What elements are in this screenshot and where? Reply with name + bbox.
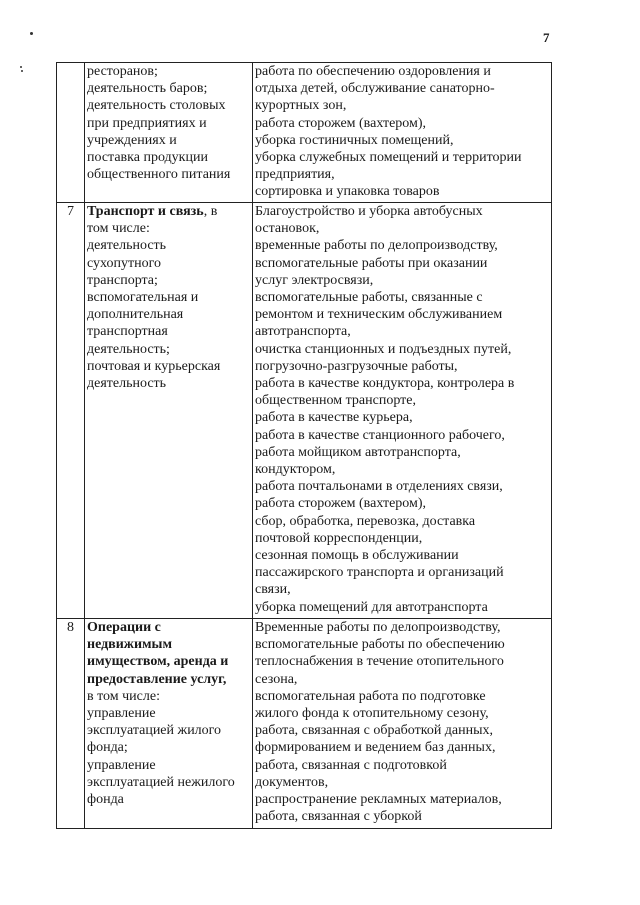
sector-line: общественного питания — [87, 167, 231, 183]
work-line: уборка помещений для автотранспорта — [255, 599, 488, 615]
work-line: работа, связанная с уборкой — [255, 809, 422, 825]
sector-line: фонда — [87, 792, 124, 808]
sector-heading-bold: Транспорт и связь — [87, 204, 204, 219]
sector-line: деятельность — [87, 238, 167, 254]
work-line: сезона, — [255, 671, 298, 687]
work-line: услуг электросвязи, — [255, 272, 374, 288]
work-line: теплоснабжения в течение отопительного — [255, 654, 504, 670]
row-number — [57, 63, 85, 203]
sector-heading — [87, 203, 250, 220]
scan-speck-3 — [21, 70, 23, 72]
work-line: работа сторожем (вахтером), — [255, 496, 427, 512]
work-line: предприятия, — [255, 167, 335, 183]
work-line: работа, связанная с обработкой данных, — [255, 723, 494, 739]
work-cell — [253, 203, 552, 619]
sector-cell — [85, 203, 253, 619]
work-line: погрузочно-разгрузочные работы, — [255, 358, 458, 374]
work-line: почтовой корреспонденции, — [255, 530, 423, 546]
scan-speck-2 — [20, 66, 22, 68]
work-line: Временные работы по делопроизводству, — [255, 620, 501, 635]
activities-table — [56, 62, 552, 829]
work-line: кондуктором, — [255, 462, 336, 478]
sector-line: дополнительная — [87, 307, 184, 323]
sector-line: деятельность столовых — [87, 98, 226, 114]
sector-line: Операции с — [87, 620, 161, 635]
work-line: работа по обеспечению оздоровления и — [255, 64, 491, 79]
work-line: работа сторожем (вахтером), — [255, 115, 427, 131]
work-line: очистка станционных и подъездных путей, — [255, 341, 512, 357]
sector-line: предоставление услуг, — [87, 671, 227, 687]
row-number: 7 — [57, 203, 85, 619]
work-line: уборка служебных помещений и территории — [255, 150, 522, 166]
sector-line: ресторанов; — [87, 64, 158, 79]
work-line: работа в качестве курьера, — [255, 410, 413, 426]
work-line: распространение рекламных материалов, — [255, 792, 502, 808]
work-line: отдыха детей, обслуживание санаторно- — [255, 81, 495, 97]
table-row — [57, 203, 552, 619]
work-line: ремонтом и техническим обслуживанием — [255, 307, 503, 323]
work-line: остановок, — [255, 221, 320, 237]
work-line: работа, связанная с подготовкой — [255, 757, 447, 773]
sector-line: поставка продукции — [87, 150, 208, 166]
sector-line: транспортная — [87, 324, 168, 340]
sector-line: недвижимым — [87, 637, 173, 653]
work-line: временные работы по делопроизводству, — [255, 238, 498, 254]
work-line: уборка гостиничных помещений, — [255, 132, 454, 148]
table-row — [57, 619, 552, 829]
sector-line: транспорта; — [87, 272, 158, 288]
sector-line: в том числе: — [87, 688, 160, 704]
sector-line: почтовая и курьерская — [87, 358, 221, 374]
sector-line: деятельность — [87, 376, 167, 392]
work-line: вспомогательные работы, связанные с — [255, 290, 483, 306]
sector-line: эксплуатацией нежилого — [87, 774, 235, 790]
work-line: работа мойщиком автотранспорта, — [255, 444, 461, 460]
sector-line: фонда; — [87, 740, 128, 756]
work-line: вспомогательные работы при оказании — [255, 255, 488, 271]
scan-speck-1 — [30, 32, 33, 35]
page-number: 7 — [543, 30, 550, 45]
sector-cell — [85, 63, 253, 203]
work-cell — [253, 619, 552, 829]
work-line: работа почтальонами в отделениях связи, — [255, 479, 503, 495]
work-line: связи, — [255, 582, 291, 598]
sector-line: имуществом, аренда и — [87, 654, 229, 670]
sector-line: вспомогательная и — [87, 290, 199, 306]
work-cell — [253, 63, 552, 203]
work-line: вспомогательная работа по подготовке — [255, 688, 486, 704]
work-line: работа в качестве станционного рабочего, — [255, 427, 505, 443]
sector-line: том числе: — [87, 221, 150, 237]
work-line: жилого фонда к отопительному сезону, — [255, 706, 489, 722]
work-line: Благоустройство и уборка автобусных — [255, 204, 483, 219]
work-line: работа в качестве кондуктора, контролера в — [255, 376, 515, 392]
work-line: формированием и ведением баз данных, — [255, 740, 496, 756]
table-row — [57, 63, 552, 203]
work-line: автотранспорта, — [255, 324, 351, 340]
sector-line: деятельность баров; — [87, 81, 208, 97]
sector-line: управление — [87, 757, 156, 773]
sector-line: управление — [87, 706, 156, 722]
work-line: документов, — [255, 774, 329, 790]
work-line: сбор, обработка, перевозка, доставка — [255, 513, 476, 529]
work-line: курортных зон, — [255, 98, 347, 114]
sector-heading-rest: , в — [203, 204, 218, 219]
sector-line: при предприятиях и — [87, 115, 207, 131]
work-line: общественном транспорте, — [255, 393, 416, 409]
sector-line: сухопутного — [87, 255, 161, 271]
sector-line: эксплуатацией жилого — [87, 723, 222, 739]
work-line: сортировка и упаковка товаров — [255, 184, 440, 200]
work-line: вспомогательные работы по обеспечению — [255, 637, 505, 653]
work-line: пассажирского транспорта и организаций — [255, 565, 504, 581]
row-number: 8 — [57, 619, 85, 829]
work-line: сезонная помощь в обслуживании — [255, 548, 459, 564]
sector-cell — [85, 619, 253, 829]
sector-line: учреждениях и — [87, 132, 177, 148]
sector-line: деятельность; — [87, 341, 170, 357]
